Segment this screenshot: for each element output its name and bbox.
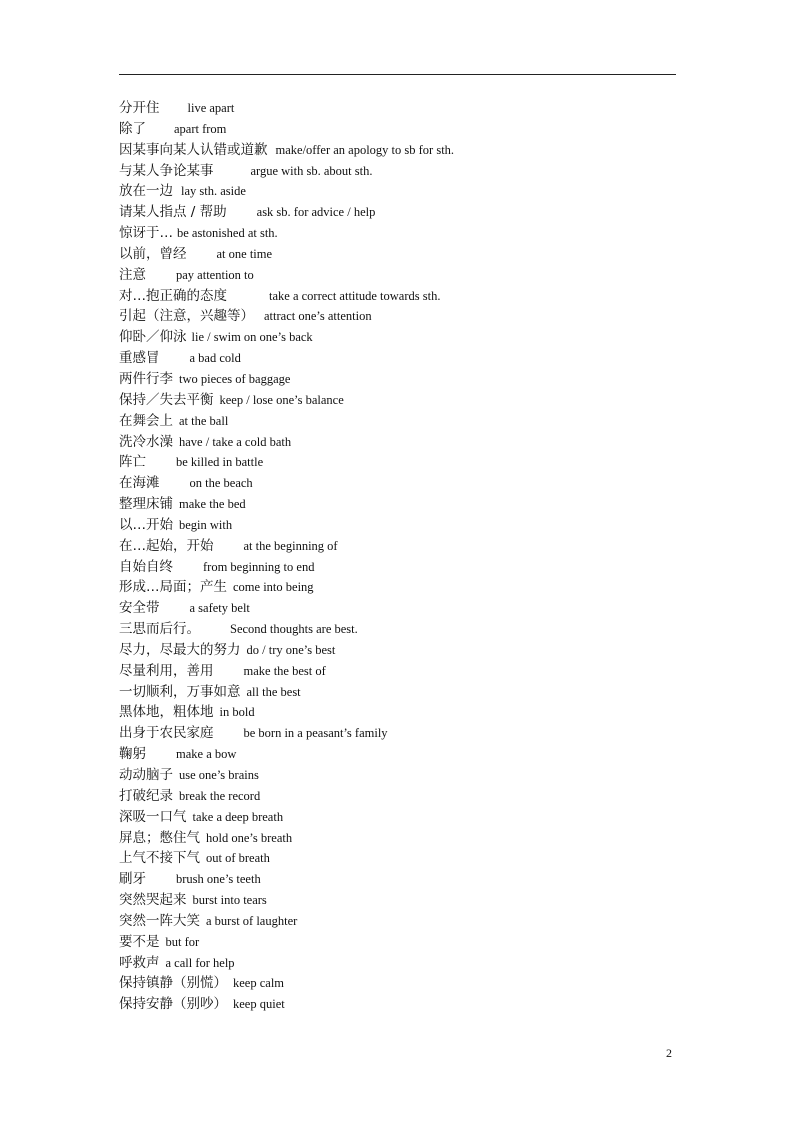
- vocab-entry: [119, 473, 679, 494]
- page-number: 2: [666, 1046, 672, 1060]
- english-phrase: from beginning to end: [203, 559, 315, 574]
- vocab-entry: [119, 911, 679, 932]
- chinese-phrase: 仰卧／仰泳: [119, 329, 187, 346]
- chinese-phrase: 重感冒: [119, 350, 160, 367]
- english-phrase: a bad cold: [189, 351, 241, 366]
- vocab-entry: [119, 702, 679, 723]
- chinese-phrase: 形成…局面；产生: [119, 579, 227, 596]
- chinese-phrase: 刷牙: [119, 871, 146, 888]
- english-phrase: lay sth. aside: [181, 184, 246, 199]
- english-phrase: live apart: [187, 101, 235, 115]
- vocab-entry: [119, 181, 679, 202]
- vocab-entry: [119, 348, 679, 369]
- chinese-phrase: 与某人争论某事: [119, 162, 214, 179]
- chinese-phrase: 除了: [119, 120, 146, 137]
- chinese-phrase: 整理床铺: [119, 496, 173, 513]
- english-phrase: take a correct attitude towards sth.: [269, 288, 441, 303]
- english-phrase: take a deep breath: [192, 809, 284, 824]
- vocab-entry: [119, 932, 679, 953]
- english-phrase: keep quiet: [233, 997, 285, 1012]
- english-phrase: lie / swim on one’s back: [191, 330, 313, 345]
- vocab-entry: [119, 557, 679, 578]
- vocab-entry: [119, 411, 679, 432]
- vocab-entry: [119, 140, 679, 161]
- english-phrase: a burst of laughter: [206, 913, 298, 928]
- vocab-entry: [119, 890, 679, 911]
- vocab-entry: [119, 327, 679, 348]
- vocab-entry: [119, 390, 679, 411]
- english-phrase: apart from: [174, 121, 227, 136]
- chinese-phrase: 保持／失去平衡: [119, 391, 214, 408]
- vocab-entry: [119, 807, 679, 828]
- chinese-phrase: 请某人指点 / 帮助: [119, 204, 227, 221]
- vocab-entry: [119, 452, 679, 473]
- vocab-entry: [119, 306, 679, 327]
- vocab-entry: [119, 536, 679, 557]
- chinese-phrase: 两件行李: [119, 370, 173, 387]
- english-phrase: at the ball: [179, 413, 229, 428]
- english-phrase: brush one’s teeth: [176, 872, 261, 887]
- vocab-entry: [119, 682, 679, 703]
- english-phrase: have / take a cold bath: [179, 434, 292, 449]
- vocab-entry: [119, 161, 679, 182]
- english-phrase: in bold: [219, 705, 255, 720]
- vocab-entry: [119, 723, 679, 744]
- vocab-entry: [119, 661, 679, 682]
- english-phrase: begin with: [179, 517, 233, 532]
- chinese-phrase: 呼救声: [119, 954, 160, 971]
- chinese-phrase: 深吸一口气: [119, 808, 187, 825]
- english-phrase: be astonished at sth.: [177, 226, 278, 241]
- chinese-phrase: 突然一阵大笑: [119, 912, 200, 929]
- english-phrase: keep calm: [233, 976, 285, 991]
- vocab-entry: [119, 244, 679, 265]
- vocab-entry: [119, 869, 679, 890]
- chinese-phrase: 上气不接下气: [119, 850, 200, 867]
- chinese-phrase: 以…开始: [119, 516, 173, 533]
- chinese-phrase: 尽力，尽最大的努力: [119, 641, 241, 658]
- vocab-entry: [119, 848, 679, 869]
- chinese-phrase: 注意: [119, 266, 146, 283]
- vocab-entry: [119, 973, 679, 994]
- chinese-phrase: 黑体地，粗体地: [119, 704, 214, 721]
- english-phrase: attract one’s attention: [264, 309, 372, 324]
- vocab-entry: [119, 744, 679, 765]
- english-phrase: break the record: [179, 788, 261, 803]
- english-phrase: at one time: [216, 246, 273, 261]
- chinese-phrase: 动动脑子: [119, 767, 173, 783]
- chinese-phrase: 鞠躬: [119, 746, 146, 763]
- vocab-entry: [119, 369, 679, 390]
- chinese-phrase: 洗冷水澡: [119, 433, 173, 450]
- vocab-entry: [119, 265, 679, 286]
- vocabulary-list: [119, 98, 679, 1015]
- chinese-phrase: 引起（注意，兴趣等）: [119, 308, 254, 325]
- english-phrase: argue with sb. about sth.: [250, 163, 373, 178]
- english-phrase: Second thoughts are best.: [230, 622, 358, 637]
- vocab-entry: [119, 786, 679, 807]
- english-phrase: burst into tears: [192, 893, 267, 908]
- vocab-entry: [119, 286, 679, 307]
- chinese-phrase: 在海滩: [119, 475, 160, 492]
- english-phrase: a safety belt: [189, 601, 250, 616]
- chinese-phrase: 屏息；憋住气: [119, 829, 200, 846]
- chinese-phrase: 在舞会上: [119, 412, 173, 429]
- vocab-entry: [119, 598, 679, 619]
- vocab-entry: [119, 640, 679, 661]
- english-phrase: make/offer an apology to sb for sth.: [275, 142, 455, 157]
- chinese-phrase: 尽量利用，善用: [119, 662, 214, 679]
- english-phrase: be born in a peasant’s family: [243, 726, 388, 741]
- vocab-entry: [119, 515, 679, 536]
- vocab-entry: [119, 994, 679, 1015]
- english-phrase: be killed in battle: [176, 455, 264, 470]
- chinese-phrase: 分开住: [119, 100, 160, 116]
- chinese-phrase: 保持安静（别吵）: [119, 996, 227, 1013]
- english-phrase: use one’s brains: [179, 768, 259, 782]
- vocab-entry: [119, 98, 679, 119]
- chinese-phrase: 放在一边: [119, 183, 173, 200]
- english-phrase: at the beginning of: [243, 538, 338, 553]
- english-phrase: keep / lose one’s balance: [219, 392, 344, 407]
- vocab-entry: [119, 765, 679, 786]
- chinese-phrase: 保持镇静（别慌）: [119, 975, 227, 992]
- english-phrase: on the beach: [189, 476, 253, 491]
- english-phrase: make the best of: [243, 663, 326, 678]
- english-phrase: out of breath: [206, 851, 270, 866]
- english-phrase: come into being: [233, 580, 314, 595]
- chinese-phrase: 对…抱正确的态度: [119, 287, 227, 304]
- english-phrase: make a bow: [176, 747, 237, 762]
- header-rule: [119, 74, 676, 75]
- chinese-phrase: 要不是: [119, 933, 160, 950]
- english-phrase: hold one’s breath: [206, 830, 293, 845]
- english-phrase: pay attention to: [176, 267, 254, 282]
- english-phrase: but for: [165, 934, 200, 949]
- chinese-phrase: 以前，曾经: [119, 245, 187, 262]
- english-phrase: do / try one’s best: [246, 642, 336, 657]
- chinese-phrase: 惊讶于…: [119, 225, 173, 242]
- chinese-phrase: 一切顺利，万事如意: [119, 683, 241, 700]
- chinese-phrase: 安全带: [119, 600, 160, 617]
- vocab-entry: [119, 494, 679, 515]
- vocab-entry: [119, 577, 679, 598]
- english-phrase: a call for help: [165, 955, 235, 970]
- chinese-phrase: 三思而后行。: [119, 621, 200, 638]
- english-phrase: make the bed: [179, 497, 246, 512]
- chinese-phrase: 在…起始，开始: [119, 537, 214, 554]
- vocab-entry: [119, 432, 679, 453]
- english-phrase: two pieces of baggage: [179, 371, 291, 386]
- chinese-phrase: 阵亡: [119, 454, 146, 471]
- vocab-entry: [119, 202, 679, 223]
- english-phrase: all the best: [246, 684, 301, 699]
- english-phrase: ask sb. for advice / help: [256, 205, 376, 220]
- vocab-entry: [119, 119, 679, 140]
- vocab-entry: [119, 223, 679, 244]
- chinese-phrase: 因某事向某人认错或道歉: [119, 141, 268, 158]
- chinese-phrase: 打破纪录: [119, 787, 173, 804]
- vocab-entry: [119, 953, 679, 974]
- chinese-phrase: 突然哭起来: [119, 892, 187, 909]
- vocab-entry: [119, 619, 679, 640]
- chinese-phrase: 出身于农民家庭: [119, 725, 214, 742]
- vocab-entry: [119, 828, 679, 849]
- chinese-phrase: 自始自终: [119, 558, 173, 575]
